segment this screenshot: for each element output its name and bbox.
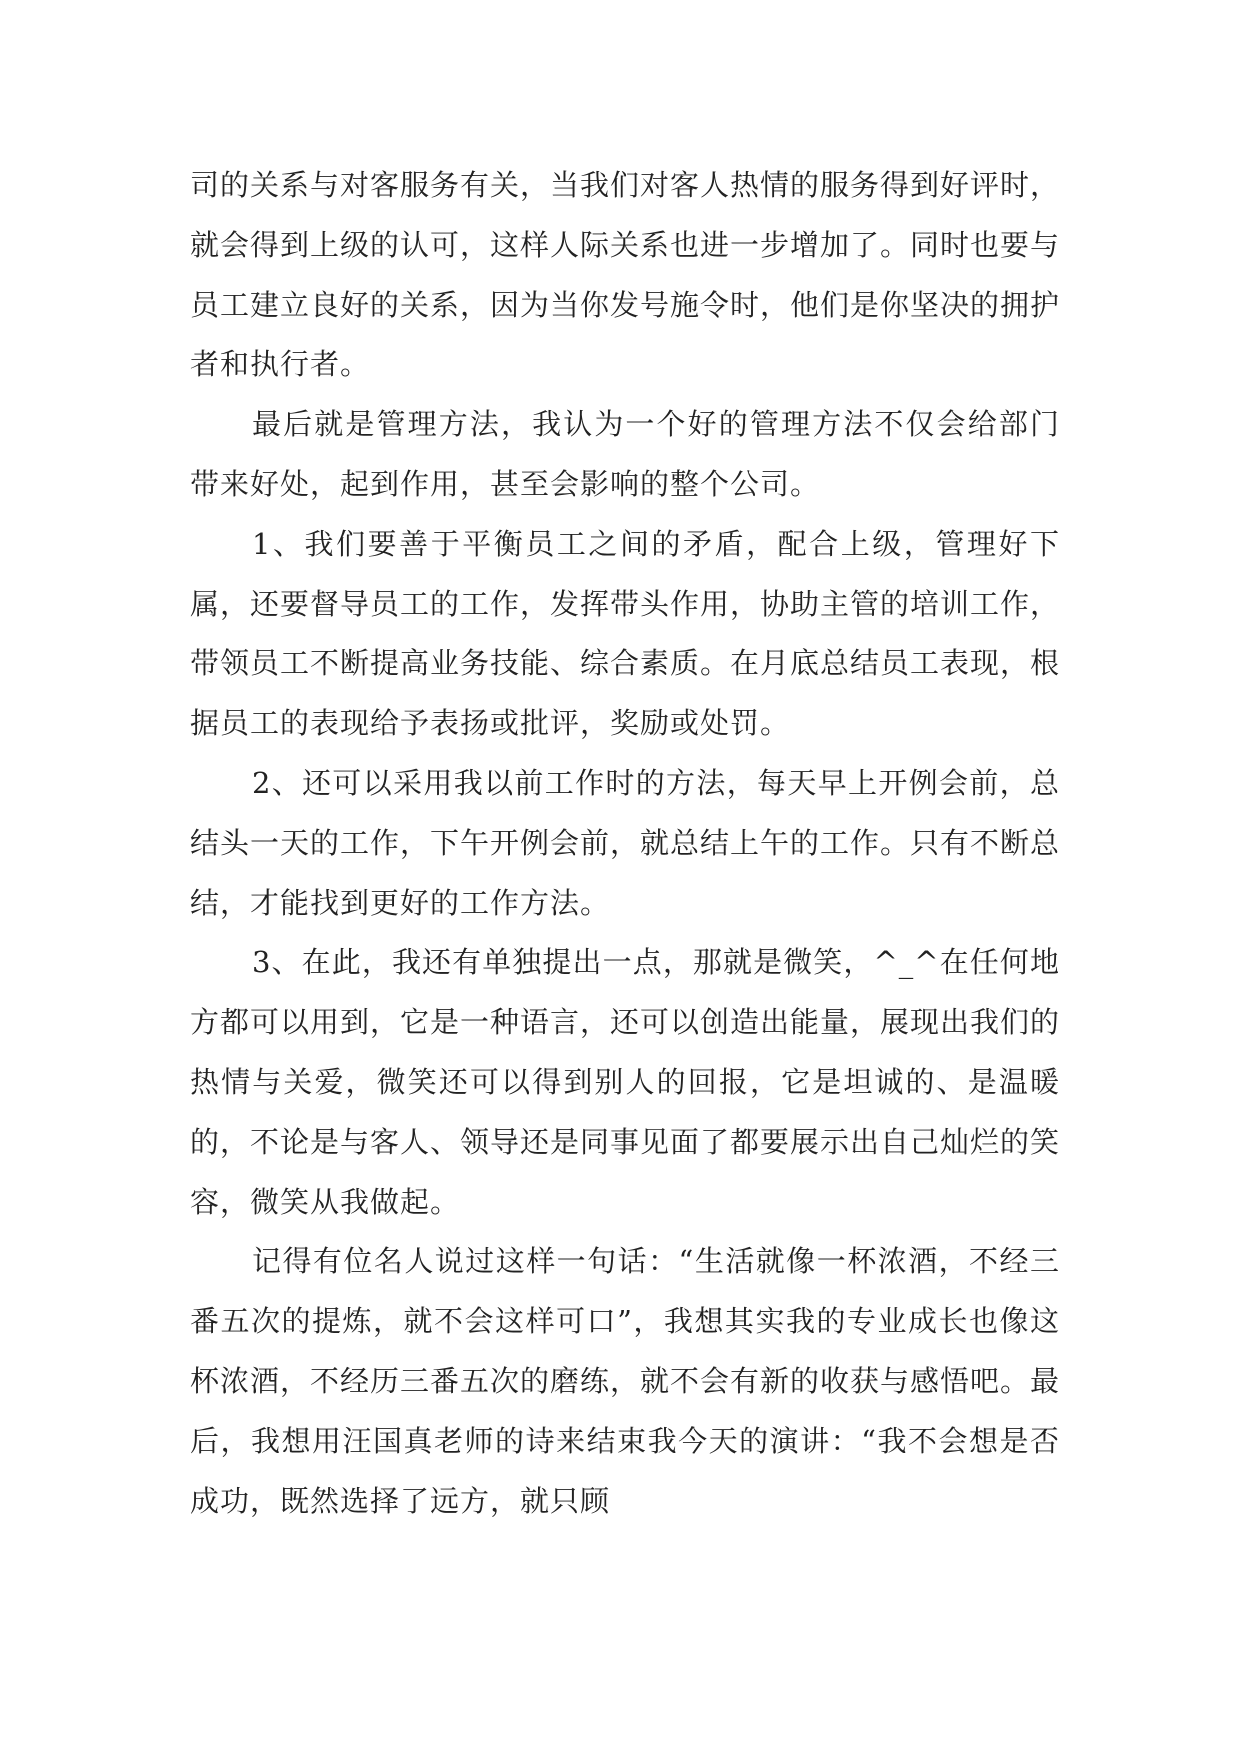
paragraph-point-2: 2、还可以采用我以前工作时的方法，每天早上开例会前，总结头一天的工作，下午开例会前，就总结上午的工作。只有不断总结，才能找到更好的工作方法。 <box>190 765 1061 920</box>
paragraph-closing: 记得有位名人说过这样一句话：“生活就像一杯浓酒，不经三番五次的提炼，就不会这样可口”，我想其实我的专业成长也像这杯浓酒，不经历三番五次的磨练，就不会有新的收获与感悟吧。最后，我想用汪国真老师的诗来结束我今天的演讲：“我不会想是否成功，既然选择了远方，就只顾 <box>190 1244 1061 1518</box>
document-body <box>190 156 1060 1531</box>
paragraph-management-method: 最后就是管理方法，我认为一个好的管理方法不仅会给部门带来好处，起到作用，甚至会影响的整个公司。 <box>190 407 1060 501</box>
paragraph-point-1: 1、我们要善于平衡员工之间的矛盾，配合上级，管理好下属，还要督导员工的工作，发挥带头作用，协助主管的培训工作，带领员工不断提高业务技能、综合素质。在月底总结员工表现，根据员工的表现给予表扬或批评，奖励或处罚。 <box>190 526 1061 741</box>
paragraph-point-3: 3、在此，我还有单独提出一点，那就是微笑，^_^在任何地方都可以用到，它是一种语言，还可以创造出能量，展现出我们的热情与关爱，微笑还可以得到别人的回报，它是坦诚的、是温暖的，不论是与客人、领导还是同事见面了都要展示出自己灿烂的笑容，微笑从我做起。 <box>190 945 1061 1219</box>
paragraph-continued: 司的关系与对客服务有关，当我们对客人热情的服务得到好评时，就会得到上级的认可，这样人际关系也进一步增加了。同时也要与员工建立良好的关系，因为当你发号施令时，他们是你坚决的拥护者和执行者。 <box>190 168 1061 382</box>
